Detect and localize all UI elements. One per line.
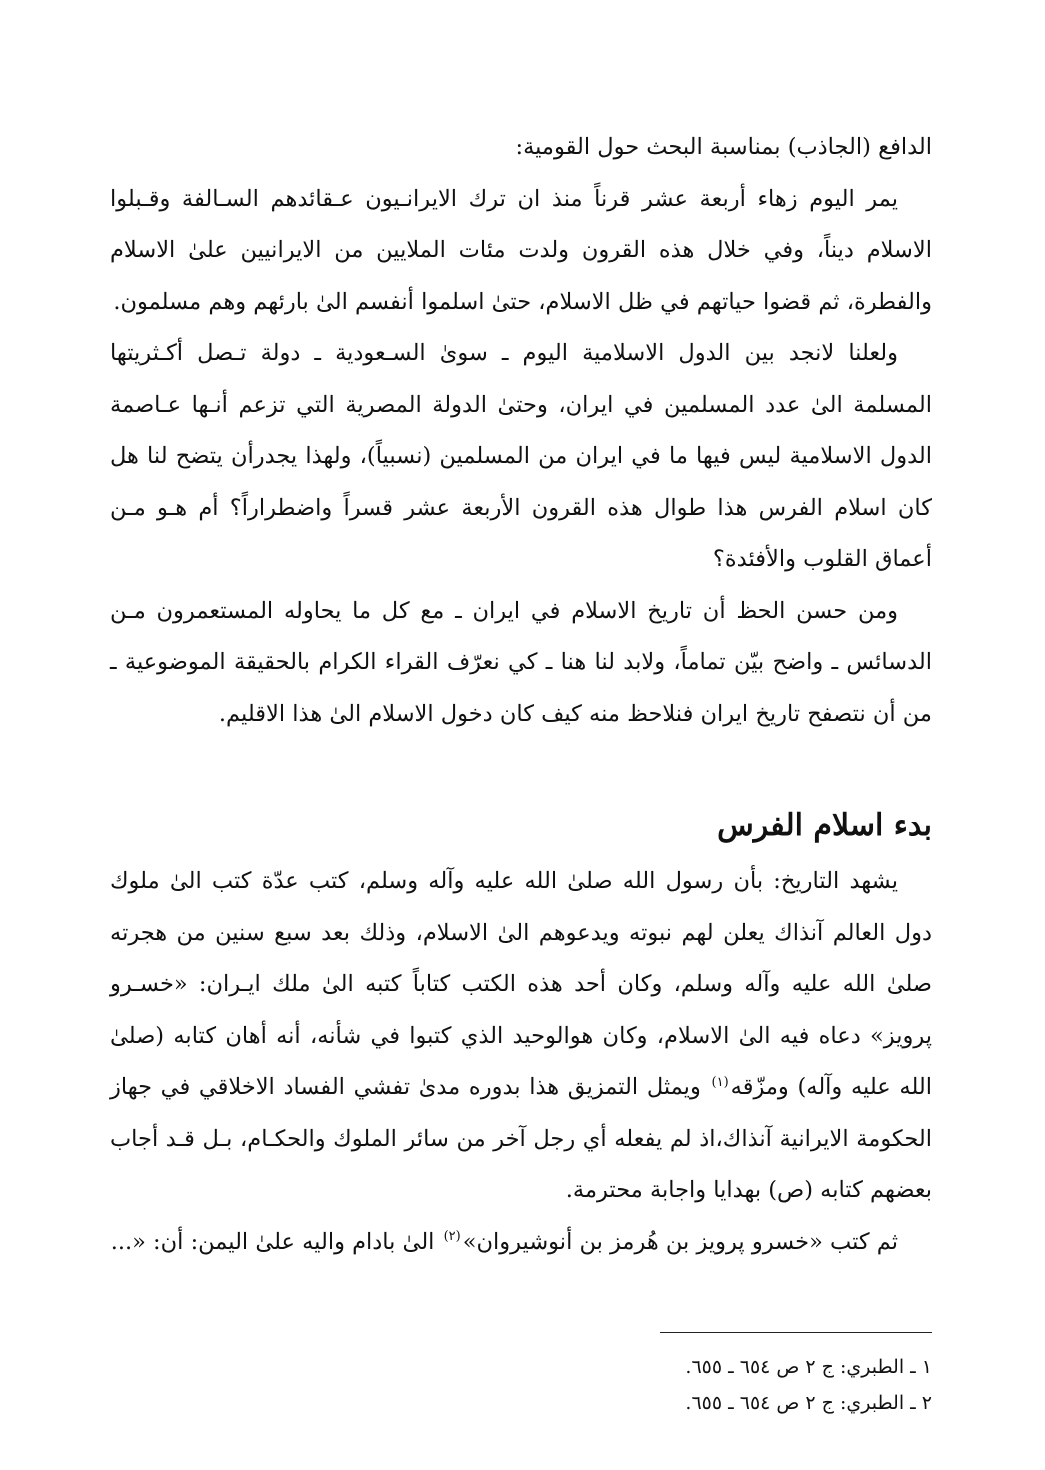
paragraph-3: ومن حسن الحظ أن تاريخ الاسلام في ايران ـ مع كل ما يحاوله المستعمرون مـن الدسائس ـ واضح بيّن تماماً، ولابد لنا هنا ـ كي نعرّف القراء الكرام بالحقيقة الموضوعية ـ من أن نتصفح تاريخ ايران فنلاحظ منه كيف كان دخول الاسلام الىٰ هذا الاقليم.	[110, 597, 932, 727]
footnote-ref-2: (٢)	[443, 1229, 461, 1244]
paragraph-1: يمر اليوم زهاء أربعة عشر قرناً منذ ان ترك الايرانـيون عـقائدهم السـالفة وقـبلوا الاسلام ديناً، وفي خلال هذه القرون ولدت مئات الملايين من الايرانيين علىٰ الاسلام والفطرة، ثم قضوا حياتهم في ظل الاسلام، حتىٰ اسلموا أنفسم الىٰ بارئهم وهم مسلمون.	[110, 185, 932, 315]
intro-line: الدافع (الجاذب) بمناسبة البحث حول القومية:	[515, 134, 932, 160]
section-paragraph-2	[110, 1217, 932, 1269]
footnote-2: ٢ ـ الطبري: ج ٢ ص ٦٥٤ ـ ٦٥٥.	[685, 1392, 932, 1414]
section-paragraph-1-text-b: ويمثل التمزيق هذا بدوره مدىٰ تفشي الفساد الاخلاقي في جهاز الحكومة الايرانية آنذاك،اذ لم يفعله أي رجل آخر من سائر الملوك والحكـام، بـل قـد أجاب بعضهم كتابه (ص) بهدايا واجابة محترمة.	[110, 1074, 932, 1203]
section-paragraph-2-text-b: الىٰ بادام واليه علىٰ اليمن: أن: «...	[110, 1228, 442, 1255]
footnotes	[532, 1349, 932, 1421]
section-paragraph-2-text-a: ثم كتب «خسرو پرويز بن هُرمز بن أنوشيروان»	[462, 1228, 898, 1255]
footnote-ref-1: (١)	[711, 1074, 729, 1090]
section-heading: بدء اسلام الفرس	[717, 808, 932, 843]
section-paragraph-1-text-a: يشهد التاريخ: بأن رسول الله صلىٰ الله عليه وآله وسلم، كتب عدّة كتب الىٰ ملوك دول العالم آنذاك يعلن لهم نبوته ويدعوهم الىٰ الاسلام، وذلك بعد سبع سنين من هجرته صلىٰ الله عليه وآله وسلم، وكان أحد هذه الكتب كتاباً كتبه الىٰ ملك ايـران: «خسـرو پرويز» دعاه فيه الىٰ الاسلام، وكان هوالوحيد الذي كتبوا في شأنه، أنه أهان كتابه (صلىٰ الله عليه وآله) ومزّقه	[110, 868, 933, 1100]
page-body	[110, 122, 932, 1268]
footnote-divider	[660, 1332, 932, 1333]
paragraph-2: ولعلنا لانجد بين الدول الاسلامية اليوم ـ سوىٰ السـعودية ـ دولة تـصل أكـثريتها المسلمة الىٰ عدد المسلمين في ايران، وحتىٰ الدولة المصرية التي تزعم أنـها عـاصمة الدول الاسلامية ليس فيها ما في ايران من المسلمين (نسبياً)، ولهذا يجدرأن يتضح لنا هل كان اسلام الفرس هذا طوال هذه القرون الأربعة عشر قسراً واضطراراً؟ أم هـو مـن أعماق القلوب والأفئدة؟	[110, 340, 932, 572]
section-paragraph-1	[110, 856, 932, 1217]
footnote-1: ١ ـ الطبري: ج ٢ ص ٦٥٤ ـ ٦٥٥.	[685, 1356, 932, 1378]
